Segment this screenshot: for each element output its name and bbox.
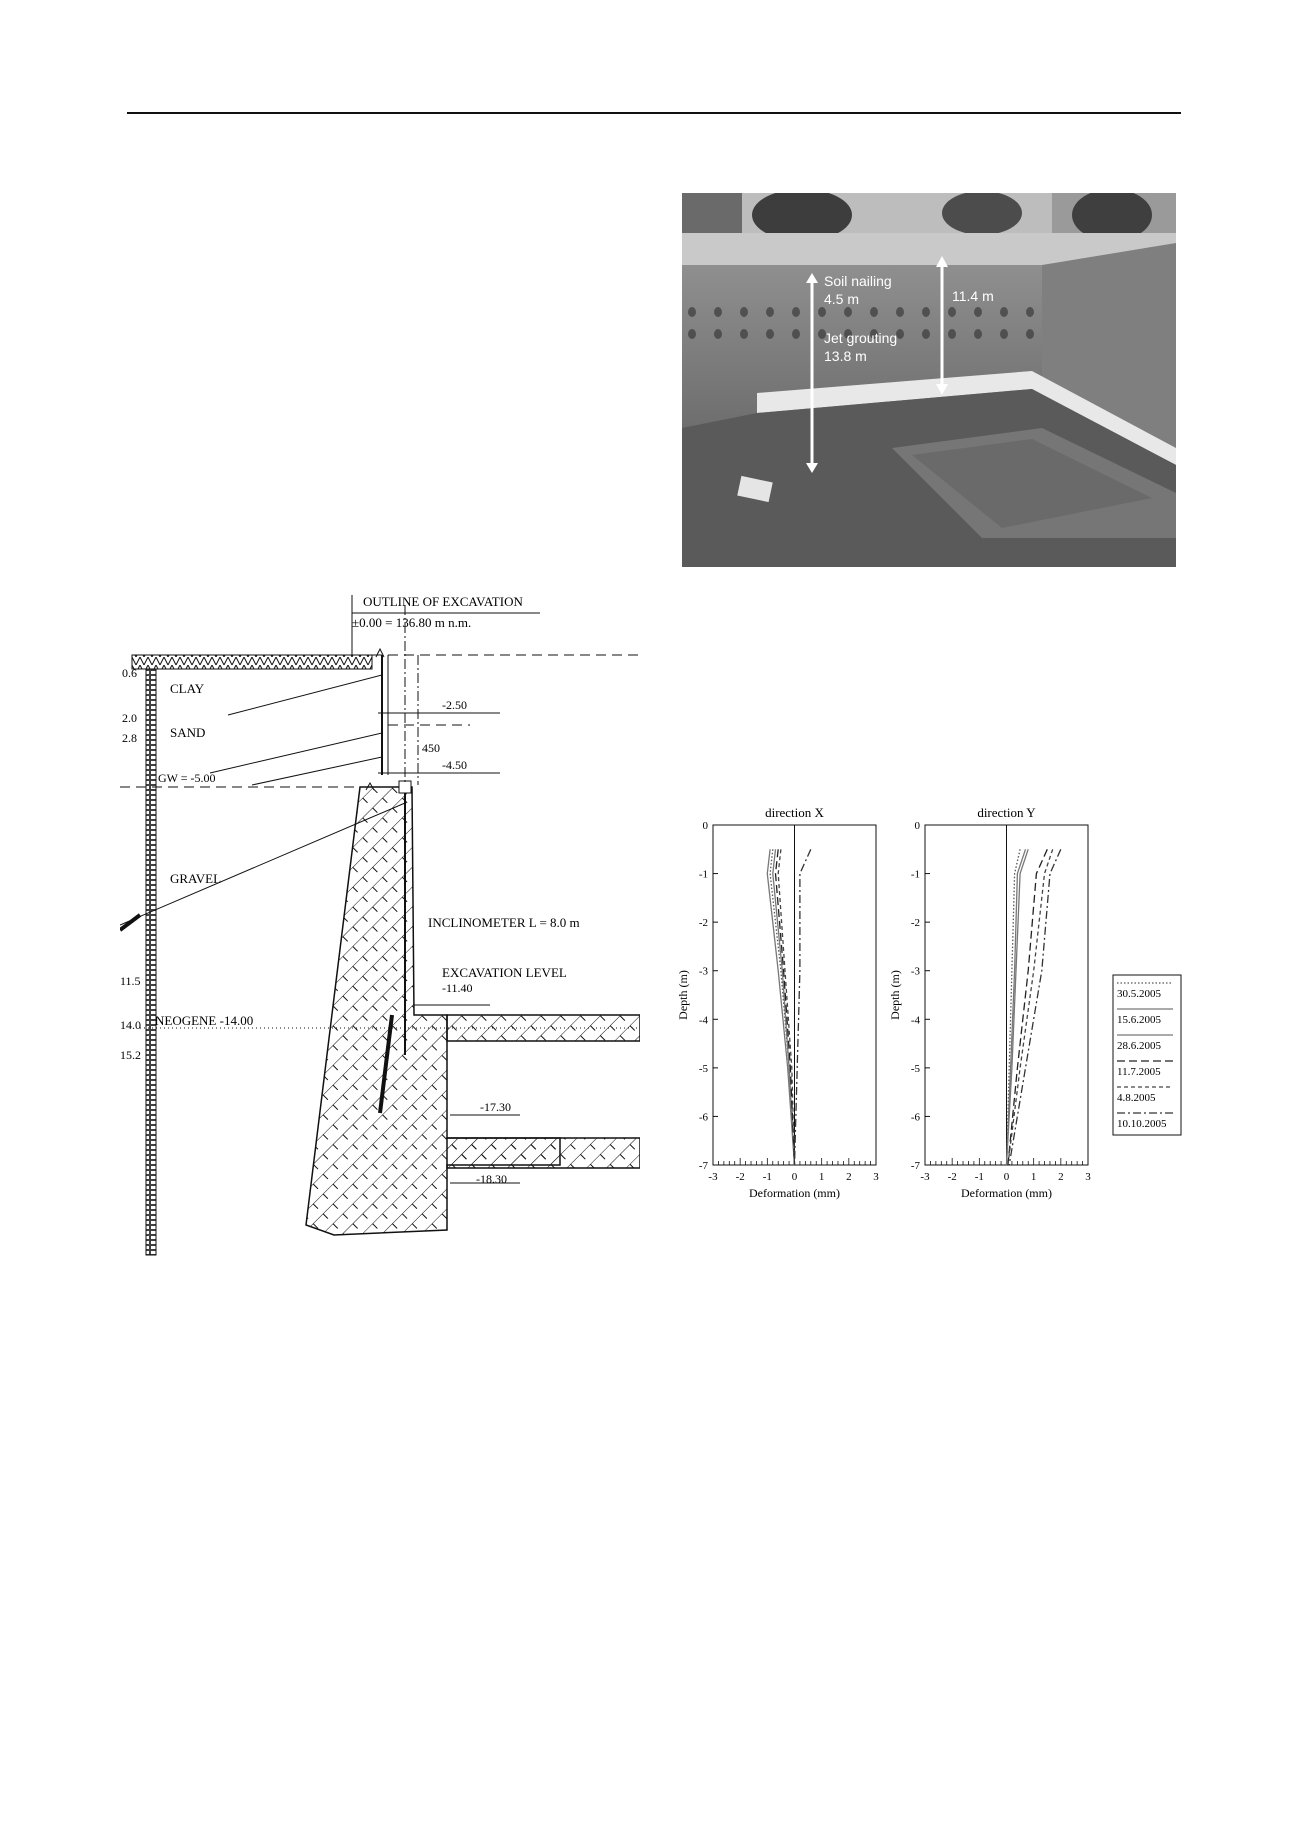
x-tick-label-0: -1 <box>762 1171 772 1183</box>
y-axis-label-0: Depth (m) <box>676 970 690 1020</box>
y-tick-label-1: -2 <box>910 917 920 930</box>
jet-grouting-length: 13.8 m <box>824 348 867 364</box>
inclinometer-charts <box>675 790 1185 1210</box>
clay-label: CLAY <box>170 681 205 696</box>
x-axis-label-1: Deformation (mm) <box>961 1186 1052 1200</box>
level-1830: -18.30 <box>476 1172 507 1186</box>
chart-title-1: direction Y <box>977 805 1036 820</box>
y-tick-label-0: -7 <box>698 1160 708 1172</box>
y-tick-label-1: -1 <box>910 868 920 881</box>
series-line-0-1 <box>767 849 794 1165</box>
y-tick-label-1: -6 <box>910 1111 920 1124</box>
y-tick-label-0: -4 <box>698 1014 708 1027</box>
y-tick-label-1: -3 <box>910 965 920 978</box>
legend-label: 10.10.2005 <box>1117 1118 1167 1130</box>
depth-5: 15.2 <box>120 1048 141 1062</box>
x-tick-label-0: -3 <box>708 1171 718 1183</box>
level-1730: -17.30 <box>480 1100 511 1114</box>
soil-nailing-length: 4.5 m <box>824 291 860 307</box>
y-tick-label-0: -6 <box>698 1111 708 1124</box>
sand-label: SAND <box>170 725 206 740</box>
gw-label: GW = -5.00 <box>158 771 216 785</box>
y-tick-label-1: 0 <box>914 820 920 832</box>
dim-450: 450 <box>422 741 440 755</box>
x-tick-label-1: -2 <box>947 1171 957 1183</box>
datum-label: ±0.00 = 136.80 m n.m. <box>352 615 472 630</box>
wall-height-label: 11.4 m <box>952 288 994 304</box>
outline-label: OUTLINE OF EXCAVATION <box>363 594 523 609</box>
chart-title-0: direction X <box>765 805 824 820</box>
x-tick-label-1: 1 <box>1030 1171 1037 1183</box>
header-rule <box>127 112 1181 114</box>
y-tick-label-0: 0 <box>702 820 708 832</box>
series-line-0-5 <box>795 849 811 1165</box>
depth-4: 14.0 <box>120 1018 141 1032</box>
level-1140: -11.40 <box>442 981 473 995</box>
depth-1: 2.0 <box>122 711 137 725</box>
x-tick-label-0: 3 <box>873 1171 879 1183</box>
depth-2: 2.8 <box>122 731 137 745</box>
y-tick-label-0: -2 <box>698 917 708 930</box>
jet-grouting-label: Jet grouting <box>824 330 898 346</box>
x-tick-label-1: -3 <box>920 1171 930 1183</box>
depth-0: 0.6 <box>122 666 137 680</box>
inclinometer-charts-svg <box>675 790 1185 1210</box>
x-tick-label-0: -2 <box>735 1171 745 1183</box>
y-tick-label-0: -3 <box>698 965 708 978</box>
inclinometer-label: INCLINOMETER L = 8.0 m <box>428 915 580 930</box>
y-axis-label-1: Depth (m) <box>888 970 902 1020</box>
cross-section-drawing <box>120 585 640 1260</box>
excavation-level-label: EXCAVATION LEVEL <box>442 965 567 980</box>
legend-label: 4.8.2005 <box>1117 1092 1156 1104</box>
gravel-label: GRAVEL <box>170 871 222 886</box>
neogene-label: NEOGENE -14.00 <box>155 1013 254 1028</box>
y-tick-label-1: -4 <box>910 1014 920 1027</box>
series-line-1-3 <box>1008 849 1047 1165</box>
y-tick-label-0: -1 <box>698 868 708 881</box>
legend-label: 30.5.2005 <box>1117 988 1161 1000</box>
x-tick-label-1: -1 <box>974 1171 984 1183</box>
x-tick-label-1: 2 <box>1058 1171 1064 1183</box>
soil-nailing-label: Soil nailing <box>824 273 892 289</box>
level-250: -2.50 <box>442 698 467 712</box>
y-tick-label-1: -7 <box>910 1160 920 1172</box>
y-tick-label-0: -5 <box>698 1062 708 1075</box>
legend-label: 11.7.2005 <box>1117 1066 1161 1078</box>
legend-label: 28.6.2005 <box>1117 1040 1161 1052</box>
cross-section-svg <box>120 585 640 1260</box>
excavation-photo <box>682 193 1176 567</box>
x-tick-label-0: 1 <box>818 1171 825 1183</box>
depth-3: 11.5 <box>120 974 141 988</box>
x-tick-label-0: 0 <box>791 1171 798 1183</box>
x-tick-label-1: 0 <box>1003 1171 1010 1183</box>
legend-label: 15.6.2005 <box>1117 1014 1161 1026</box>
x-tick-label-1: 3 <box>1085 1171 1091 1183</box>
excavation-photo-graphic <box>682 193 1176 567</box>
level-450: -4.50 <box>442 758 467 772</box>
x-tick-label-0: 2 <box>846 1171 852 1183</box>
x-axis-label-0: Deformation (mm) <box>749 1186 840 1200</box>
y-tick-label-1: -5 <box>910 1062 920 1075</box>
